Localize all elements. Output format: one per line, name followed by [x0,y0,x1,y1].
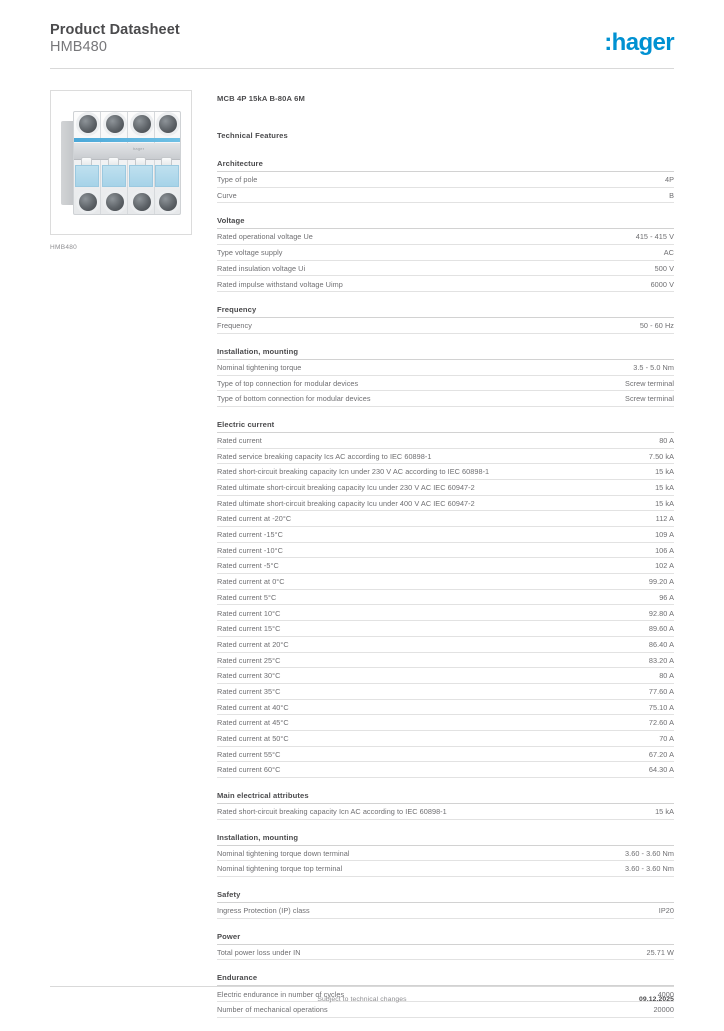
spec-value: 102 A [655,561,674,571]
spec-value: Screw terminal [625,378,674,388]
table-row [217,391,674,407]
spec-section [217,159,674,203]
spec-value: 50 - 60 Hz [639,321,674,331]
spec-label: Rated current 15°C [217,624,281,634]
spec-section-title: Power [217,932,674,945]
spec-sections [217,159,674,1018]
spec-label: Number of mechanical operations [217,1005,328,1015]
table-row [217,511,674,527]
product-figure [50,90,194,251]
spec-label: Rated current at 0°C [217,577,285,587]
spec-label: Total power loss under IN [217,947,301,957]
page-header [50,22,674,68]
table-row [217,590,674,606]
table-row [217,605,674,621]
spec-label: Rated current 30°C [217,671,281,681]
spec-value: 89.60 A [648,624,674,634]
spec-value: 99.20 A [648,577,674,587]
spec-value: 92.80 A [648,608,674,618]
table-row [217,449,674,465]
spec-section-title: Frequency [217,305,674,318]
table-row [217,527,674,543]
spec-label: Rated current 10°C [217,608,281,618]
spec-label: Rated current 5°C [217,592,277,602]
table-row [217,480,674,496]
footer-date: 09.12.2025 [638,996,674,1003]
table-row [217,261,674,277]
spec-label: Rated impulse withstand voltage Uimp [217,279,343,289]
table-row [217,245,674,261]
table-row [217,376,674,392]
spec-section [217,216,674,292]
table-row [217,464,674,480]
spec-section [217,420,674,778]
spec-value: 15 kA [655,498,674,508]
header-divider [50,68,674,69]
spec-label: Type of top connection for modular devices [217,378,359,388]
spec-label: Rated current at 20°C [217,639,289,649]
spec-value: 80 A [659,671,674,681]
spec-value: 3.60 - 3.60 Nm [625,864,674,874]
spec-value: 15 kA [655,467,674,477]
spec-value: 109 A [655,530,674,540]
spec-label: Rated current [217,435,262,445]
table-row [217,903,674,919]
spec-section-title: Main electrical attributes [217,791,674,804]
spec-label: Curve [217,190,237,200]
specifications [217,94,674,1031]
spec-section-title: Installation, mounting [217,347,674,360]
table-row [217,543,674,559]
spec-value: AC [663,248,674,258]
spec-section [217,833,674,877]
table-row [217,804,674,820]
spec-value: 500 V [654,263,674,273]
spec-label: Rated ultimate short-circuit breaking capacity Icu under 400 V AC IEC 60947-2 [217,498,475,508]
page-footer [50,996,674,1008]
spec-label: Nominal tightening torque [217,362,302,372]
spec-label: Rated current at 45°C [217,718,289,728]
table-row [217,861,674,877]
spec-label: Nominal tightening torque top terminal [217,864,343,874]
spec-value: 64.30 A [648,765,674,775]
table-row [217,945,674,961]
spec-value: 3.5 - 5.0 Nm [633,362,674,372]
spec-label: Type of bottom connection for modular devices [217,394,371,404]
table-row [217,653,674,669]
table-row [217,621,674,637]
table-row [217,846,674,862]
footer-divider [50,986,674,987]
spec-label: Rated insulation voltage Ui [217,263,306,273]
spec-section-title: Safety [217,890,674,903]
spec-label: Rated current -10°C [217,545,283,555]
spec-value: Screw terminal [625,394,674,404]
spec-section-title: Electric current [217,420,674,433]
spec-value: 6000 V [650,279,674,289]
spec-section-title: Installation, mounting [217,833,674,846]
table-row [217,172,674,188]
table-row [217,276,674,292]
spec-value: 70 A [659,734,674,744]
table-row [217,318,674,334]
product-image [50,90,192,235]
spec-value: 86.40 A [648,639,674,649]
spec-section-title: Architecture [217,159,674,172]
table-row [217,715,674,731]
spec-label: Type voltage supply [217,248,283,258]
spec-value: 4P [664,175,674,185]
spec-value: 3.60 - 3.60 Nm [625,848,674,858]
table-row [217,188,674,204]
spec-value: 75.10 A [648,702,674,712]
spec-section [217,305,674,334]
spec-label: Rated operational voltage Ue [217,232,313,242]
spec-label: Rated current 55°C [217,749,281,759]
product-name: MCB 4P 15kA B-80A 6M [217,94,305,103]
spec-label: Rated short-circuit breaking capacity Icn under 230 V AC according to IEC 60898-1 [217,467,490,477]
table-row [217,574,674,590]
table-row [217,496,674,512]
spec-value: 77.60 A [648,686,674,696]
spec-label: Type of pole [217,175,258,185]
spec-label: Rated current 35°C [217,686,281,696]
technical-features-heading: Technical Features [217,131,288,140]
page-title: Product Datasheet [50,22,180,38]
spec-section [217,347,674,407]
device-brandmark: hager [133,146,145,151]
footer-note: Subject to technical changes [317,996,407,1003]
spec-value: 20000 [653,1005,674,1015]
spec-label: Electric endurance in number of cycles [217,989,345,999]
spec-label: Nominal tightening torque down terminal [217,848,350,858]
table-row [217,558,674,574]
table-row [217,360,674,376]
spec-value: 7.50 kA [648,451,674,461]
spec-value: 80 A [659,435,674,445]
spec-label: Rated current 60°C [217,765,281,775]
spec-value: 106 A [655,545,674,555]
mcb-illustration [59,105,185,223]
table-row [217,433,674,449]
spec-label: Rated current 25°C [217,655,281,665]
hager-logo: :hager [604,29,674,56]
spec-label: Rated current at 40°C [217,702,289,712]
spec-label: Rated current -15°C [217,530,283,540]
spec-label: Rated service breaking capacity Ics AC according to IEC 60898-1 [217,451,432,461]
spec-label: Ingress Protection (IP) class [217,906,310,916]
spec-value: 96 A [659,592,674,602]
table-row [217,668,674,684]
table-row [217,637,674,653]
spec-value: 25.71 W [646,947,674,957]
spec-label: Rated current at 50°C [217,734,289,744]
spec-value: 112 A [655,514,674,524]
spec-value: B [669,190,674,200]
spec-value: 83.20 A [648,655,674,665]
spec-value: IP20 [658,906,674,916]
spec-label: Rated current at -20°C [217,514,292,524]
spec-value: 15 kA [655,807,674,817]
table-row [217,229,674,245]
spec-section [217,932,674,961]
table-row [217,700,674,716]
spec-label: Rated short-circuit breaking capacity Icn AC according to IEC 60898-1 [217,807,447,817]
spec-label: Rated ultimate short-circuit breaking capacity Icu under 230 V AC IEC 60947-2 [217,483,475,493]
table-row [217,684,674,700]
spec-value: 72.60 A [648,718,674,728]
spec-label: Frequency [217,321,252,331]
spec-value: 4000 [657,989,674,999]
table-row [217,762,674,778]
spec-section-title: Endurance [217,973,674,986]
spec-value: 67.20 A [648,749,674,759]
spec-section [217,791,674,820]
product-image-caption: HMB480 [50,244,78,251]
spec-label: Rated current -5°C [217,561,279,571]
table-row [217,731,674,747]
spec-section-title: Voltage [217,216,674,229]
page-subtitle: HMB480 [50,39,108,55]
spec-value: 15 kA [655,483,674,493]
spec-value: 415 - 415 V [635,232,674,242]
spec-section [217,890,674,919]
table-row [217,747,674,763]
